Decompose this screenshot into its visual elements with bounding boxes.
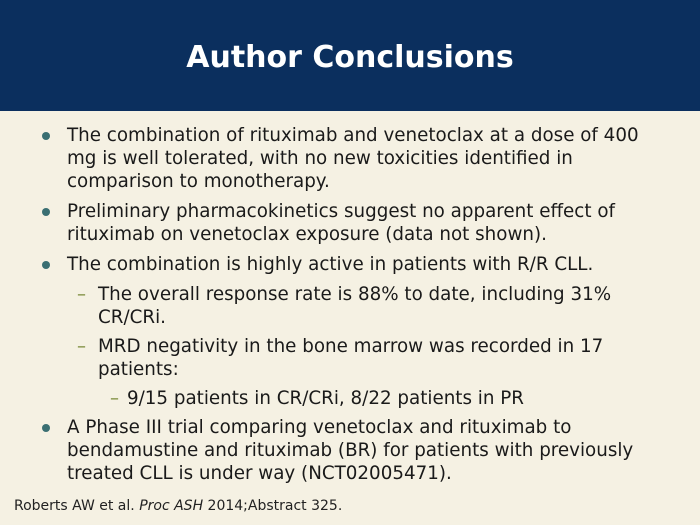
bullet-text: A Phase III trial comparing venetoclax and rituximab to bendamustine and rituximab (BR) for patients with previously treated CLL is under way (NCT02005471). bbox=[67, 417, 634, 484]
dash-icon: – bbox=[77, 336, 86, 357]
citation-authors: Roberts AW et al. bbox=[14, 498, 135, 514]
sub-bullet-item bbox=[0, 335, 700, 381]
bullet-list bbox=[0, 124, 700, 492]
bullet-dot-icon bbox=[42, 424, 50, 432]
bullet-text: The combination of rituximab and venetoclax at a dose of 400 mg is well tolerated, with no new toxicities identified in comparison to monotherapy. bbox=[67, 125, 639, 192]
citation-journal: Proc ASH bbox=[139, 498, 204, 514]
sub-sub-bullet-item bbox=[0, 387, 700, 410]
bullet-text: Preliminary pharmacokinetics suggest no apparent effect of rituximab on venetoclax exposure (data not shown). bbox=[67, 201, 615, 245]
sub-sub-bullet-text: 9/15 patients in CR/CRi, 8/22 patients in PR bbox=[127, 388, 524, 409]
bullet-text: The combination is highly active in patients with R/R CLL. bbox=[67, 254, 594, 275]
citation bbox=[14, 498, 342, 514]
dash-icon: – bbox=[110, 388, 119, 409]
bullet-item bbox=[0, 416, 700, 485]
dash-icon: – bbox=[77, 284, 86, 305]
sub-bullet-item bbox=[0, 283, 700, 329]
slide-title: Author Conclusions bbox=[186, 40, 514, 75]
citation-details: 2014;Abstract 325. bbox=[207, 498, 343, 514]
bullet-item bbox=[0, 253, 700, 276]
sub-bullet-text: The overall response rate is 88% to date, including 31% CR/CRi. bbox=[98, 284, 612, 328]
bullet-item bbox=[0, 200, 700, 246]
bullet-item bbox=[0, 124, 700, 193]
bullet-dot-icon bbox=[42, 261, 50, 269]
bullet-dot-icon bbox=[42, 132, 50, 140]
title-bar bbox=[0, 0, 700, 111]
sub-bullet-text: MRD negativity in the bone marrow was recorded in 17 patients: bbox=[98, 336, 604, 380]
bullet-dot-icon bbox=[42, 208, 50, 216]
